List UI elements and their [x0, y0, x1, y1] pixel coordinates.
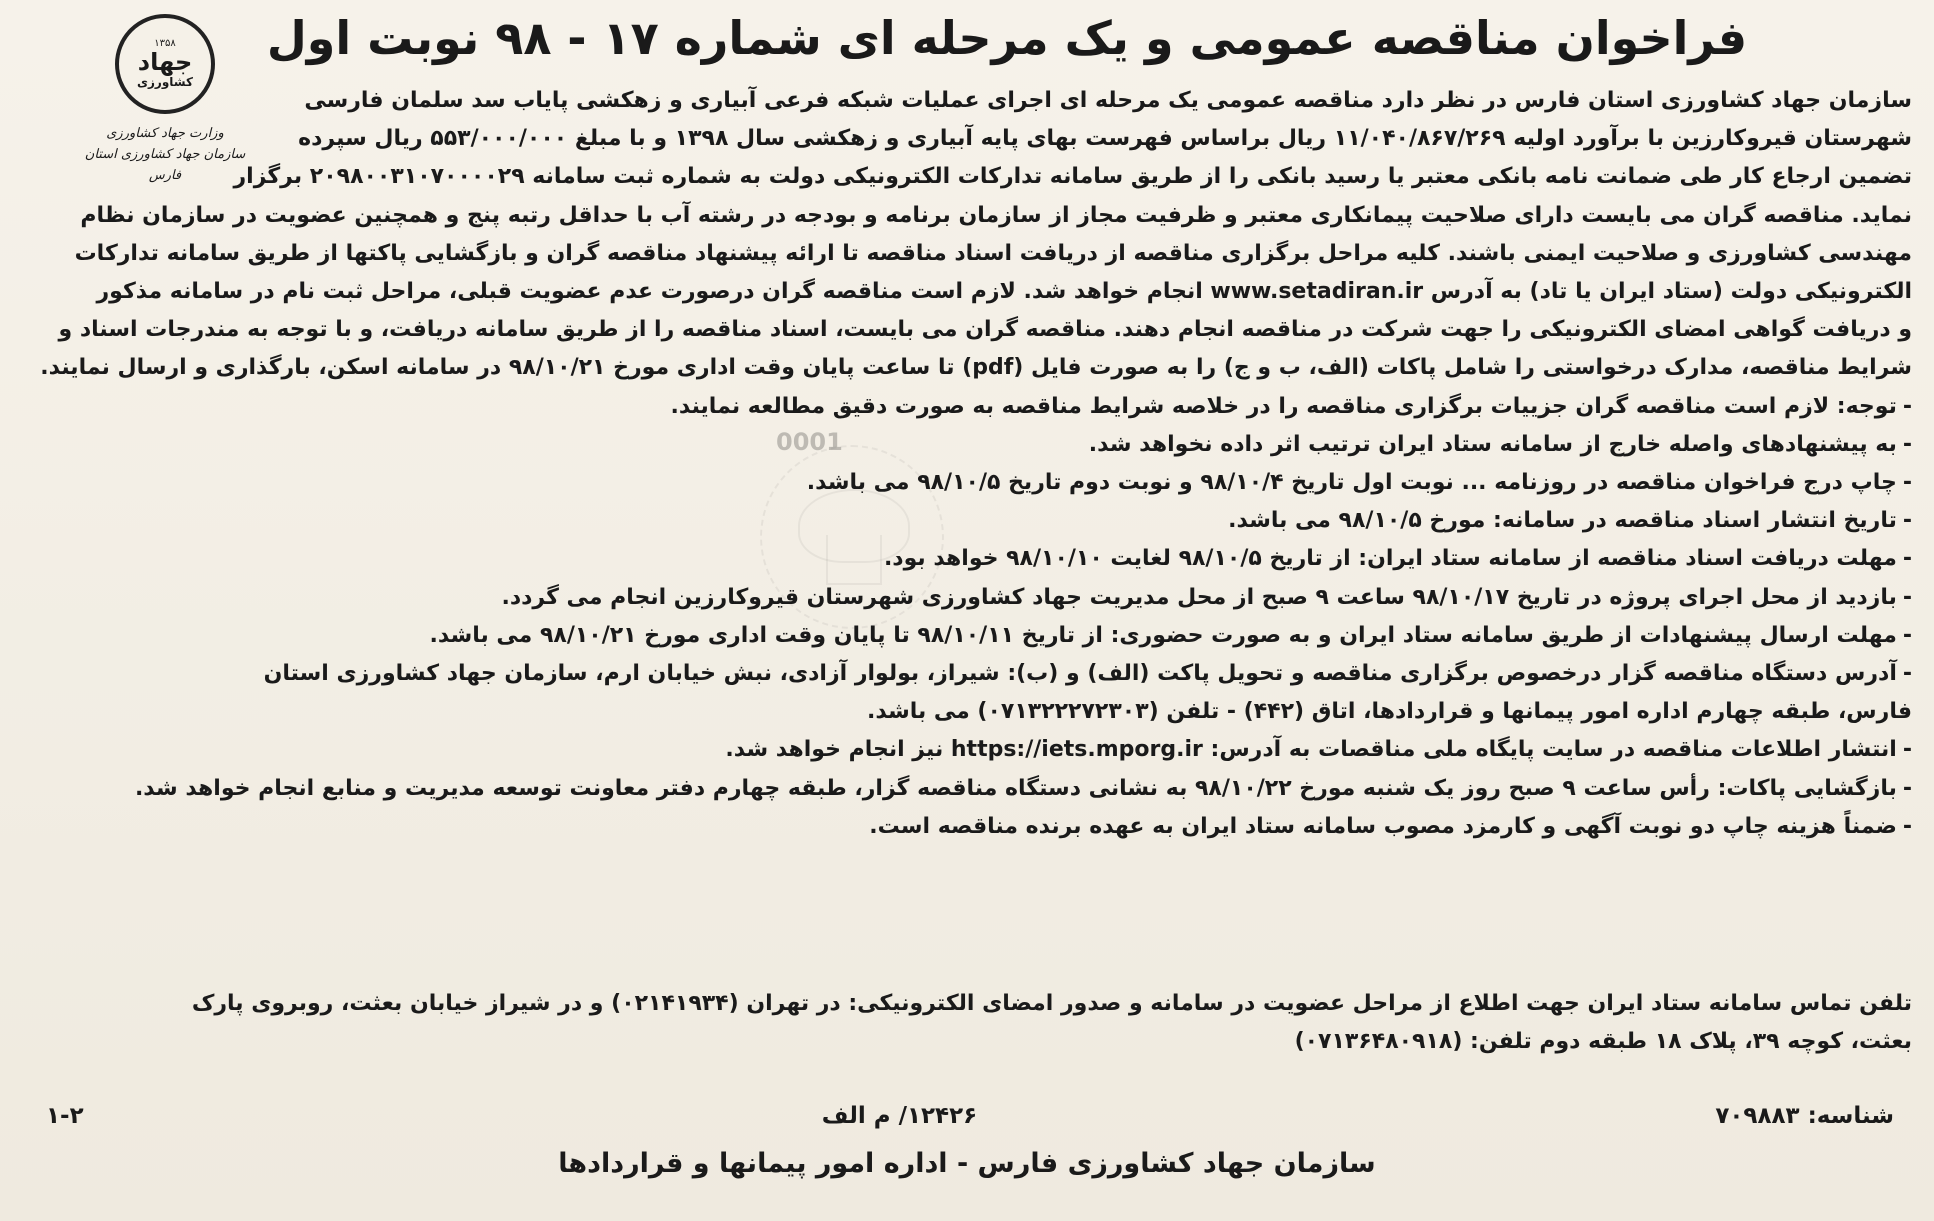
- logo-main-text: جهاد: [137, 48, 193, 77]
- intro-line: شرایط مناقصه، مدارک درخواستی را شامل پاکات (الف، ب و ج) را به صورت فایل (pdf) تا ساعت پایان وقت اداری مورخ ۹۸/۱۰/۲۱ در سامانه اسکن، بارگذاری و ارسال نمایند.: [40, 355, 1912, 381]
- notice-bullet: -مهلت دریافت اسناد مناقصه از سامانه ستاد ایران: از تاریخ ۹۸/۱۰/۵ لغایت ۹۸/۱۰/۱۰ خواهد بود.: [883, 546, 1912, 572]
- intro-line: تضمین ارجاع کار طی ضمانت نامه بانکی معتبر یا رسید بانکی را از طریق سامانه تدارکات الکترونیکی دولت به شماره ثبت سامانه ۲۰۹۸۰۰۳۱۰۷۰۰۰۰۲۹ برگزار: [233, 164, 1912, 190]
- intro-line: مهندسی کشاورزی و صلاحیت ایمنی باشند. کلیه مراحل برگزاری مناقصه از دریافت اسناد مناقصه تا ارائه پیشنهاد مناقصه گران و بازگشایی پاکتها از طریق سامانه تدارکات: [74, 240, 1912, 266]
- bullet-label: توجه:: [1836, 393, 1897, 419]
- notice-bullet: -به پیشنهادهای واصله خارج از سامانه ستاد ایران ترتیب اثر داده نخواهد شد.: [1088, 431, 1912, 457]
- bullet-text: فارس، طبقه چهارم اداره امور پیمانها و قراردادها، اتاق (۴۴۲) - تلفن (۰۷۱۳۲۲۲۷۲۳۰۳) می باشد.: [867, 699, 1912, 725]
- notice-bullet: -بازگشایی پاکات: رأس ساعت ۹ صبح روز یک شنبه مورخ ۹۸/۱۰/۲۲ به نشانی دستگاه مناقصه گزار، طبقه چهارم دفتر معاونت توسعه مدیریت و منابع انجام خواهد شد.: [134, 775, 1912, 801]
- bullet-text: ضمناً هزینه چاپ دو نوبت آگهی و کارمزد مصوب سامانه ستاد ایران به عهده برنده مناقصه است.: [869, 813, 1897, 839]
- bullet-text: از تاریخ ۹۸/۱۰/۱۱ تا پایان وقت اداری مورخ ۹۸/۱۰/۲۱ می باشد.: [429, 622, 1111, 648]
- notice-id: شناسه: ۷۰۹۸۸۳: [1715, 1103, 1894, 1129]
- bullet-text: از تاریخ ۹۸/۱۰/۵ لغایت ۹۸/۱۰/۱۰ خواهد بود.: [883, 546, 1359, 572]
- intro-line: نماید. مناقصه گران می بایست دارای صلاحیت پیمانکاری معتبر و ظرفیت مجاز از سازمان برنامه و بودجه در رشته آب با حداقل رتبه پنج و همچنین عضویت در سازمان نظام: [80, 202, 1912, 228]
- contact-line: بعثت، کوچه ۳۹، پلاک ۱۸ طبقه دوم تلفن: (۰۷۱۳۶۴۸۰۹۱۸): [1294, 1029, 1912, 1054]
- notice-title: فراخوان مناقصه عمومی و یک مرحله ای شماره ۱۷ - ۹۸ نوبت اول: [266, 11, 1748, 65]
- notice-bullet: -ضمناً هزینه چاپ دو نوبت آگهی و کارمزد مصوب سامانه ستاد ایران به عهده برنده مناقصه است.: [869, 813, 1912, 839]
- ministry-line: وزارت جهاد کشاورزی: [106, 126, 224, 141]
- contact-information: [22, 985, 1912, 1061]
- notice-body: [22, 82, 1912, 846]
- bullet-text: مورخ ۹۸/۱۰/۵ می باشد.: [1228, 508, 1494, 534]
- intro-line: الکترونیکی دولت (ستاد ایران یا تاد) به آدرس www.setadiran.ir انجام خواهد شد. لازم است مناقصه گران درصورت عدم عضویت قبلی، مراحل ثبت نام در سامانه مذکور: [96, 279, 1912, 305]
- notice-bullet: -انتشار اطلاعات مناقصه در سایت پایگاه ملی مناقصات به آدرس: https://iets.mporg.ir نیز انجام خواهد شد.: [725, 737, 1912, 763]
- bullet-label: مهلت دریافت اسناد مناقصه از سامانه ستاد ایران:: [1358, 546, 1897, 572]
- bullet-text: انتشار اطلاعات مناقصه در سایت پایگاه ملی مناقصات به آدرس: https://iets.mporg.ir نیز انجام خواهد شد.: [725, 737, 1897, 763]
- notice-bullet-continuation: [22, 693, 1912, 731]
- bullet-text: بازدید از محل اجرای پروژه در تاریخ ۹۸/۱۰/۱۷ ساعت ۹ صبح از محل مدیریت جهاد کشاورزی شهرستان قیروکارزین انجام می گردد.: [501, 584, 1897, 610]
- bullet-text: به پیشنهادهای واصله خارج از سامانه ستاد ایران ترتیب اثر داده نخواهد شد.: [1088, 431, 1897, 457]
- bullet-label: بازگشایی پاکات:: [1717, 775, 1897, 801]
- intro-line: و دریافت گواهی امضای الکترونیکی را جهت شرکت در مناقصه انجام دهند. مناقصه گران می بایست، اسناد مناقصه را از طریق سامانه دریافت، و با توجه به مندرجات اسناد و: [58, 317, 1912, 343]
- notice-page-number: ۱-۲: [46, 1103, 84, 1129]
- logo-year: ۱۳۵۸: [154, 38, 176, 50]
- bullet-label: مهلت ارسال پیشنهادات از طریق سامانه ستاد ایران و به صورت حضوری:: [1110, 622, 1897, 648]
- logo-sub-text: کشاورزی: [137, 74, 193, 89]
- notice-bullet: -چاپ درج فراخوان مناقصه در روزنامه ... نوبت اول تاریخ ۹۸/۱۰/۴ و نوبت دوم تاریخ ۹۸/۱۰/۵ می باشد.: [806, 470, 1912, 496]
- bullet-text: چاپ درج فراخوان مناقصه در روزنامه ... نوبت اول تاریخ ۹۸/۱۰/۴ و نوبت دوم تاریخ ۹۸/۱۰/۵ می باشد.: [806, 470, 1897, 496]
- intro-line: سازمان جهاد کشاورزی استان فارس در نظر دارد مناقصه عمومی یک مرحله ای اجرای عملیات شبکه فرعی آبیاری و زهکشی پایاب سد سلمان فارسی: [304, 88, 1912, 113]
- watermark-number: 0001: [776, 428, 843, 456]
- ministry-line: سازمان جهاد کشاورزی استان فارس: [84, 146, 246, 183]
- bullet-text: لازم است مناقصه گران جزییات برگزاری مناقصه را در خلاصه شرایط مناقصه به صورت دقیق مطالعه نمایند.: [670, 393, 1837, 419]
- bullet-label: آدرس دستگاه مناقصه گزار درخصوص برگزاری مناقصه و تحویل پاکت (الف) و (ب):: [1007, 661, 1897, 687]
- bullet-label: تاریخ انتشار اسناد مناقصه در سامانه:: [1493, 508, 1897, 534]
- notice-reference: ۱۲۴۲۶/ م الف: [821, 1103, 978, 1129]
- notice-metadata-row: [46, 1103, 1894, 1129]
- bullet-text: شیراز، بولوار آزادی، نبش خیابان ارم، سازمان جهاد کشاورزی استان: [263, 661, 1008, 687]
- contact-line: تلفن تماس سامانه ستاد ایران جهت اطلاع از مراحل عضویت در سامانه و صدور امضای الکترونیکی: در تهران (۰۲۱۴۱۹۳۴) و در شیراز خیابان بعثت، روبروی پارک: [191, 991, 1912, 1016]
- notice-bullet: -آدرس دستگاه مناقصه گزار درخصوص برگزاری مناقصه و تحویل پاکت (الف) و (ب): شیراز، بولوار آزادی، نبش خیابان ارم، سازمان جهاد کشاورزی استان: [263, 661, 1912, 687]
- notice-bullet: -توجه: لازم است مناقصه گران جزییات برگزاری مناقصه را در خلاصه شرایط مناقصه به صورت دقیق مطالعه نمایند.: [670, 393, 1912, 419]
- issuing-organization-signature: سازمان جهاد کشاورزی فارس - اداره امور پیمانها و قراردادها: [558, 1148, 1376, 1179]
- notice-bullet: -مهلت ارسال پیشنهادات از طریق سامانه ستاد ایران و به صورت حضوری: از تاریخ ۹۸/۱۰/۱۱ تا پایان وقت اداری مورخ ۹۸/۱۰/۲۱ می باشد.: [429, 622, 1912, 648]
- notice-bullet: -تاریخ انتشار اسناد مناقصه در سامانه: مورخ ۹۸/۱۰/۵ می باشد.: [1228, 508, 1912, 534]
- bullet-text: رأس ساعت ۹ صبح روز یک شنبه مورخ ۹۸/۱۰/۲۲ به نشانی دستگاه مناقصه گزار، طبقه چهارم دفتر معاونت توسعه مدیریت و منابع انجام خواهد شد.: [134, 775, 1718, 801]
- intro-line: شهرستان قیروکارزین با برآورد اولیه ۱۱/۰۴۰/۸۶۷/۲۶۹ ریال براساس فهرست بهای پایه آبیاری و زهکشی سال ۱۳۹۸ و با مبلغ ۵۵۳/۰۰۰/۰۰۰ ریال سپرده: [298, 126, 1912, 152]
- notice-bullet: -بازدید از محل اجرای پروژه در تاریخ ۹۸/۱۰/۱۷ ساعت ۹ صبح از محل مدیریت جهاد کشاورزی شهرستان قیروکارزین انجام می گردد.: [501, 584, 1912, 610]
